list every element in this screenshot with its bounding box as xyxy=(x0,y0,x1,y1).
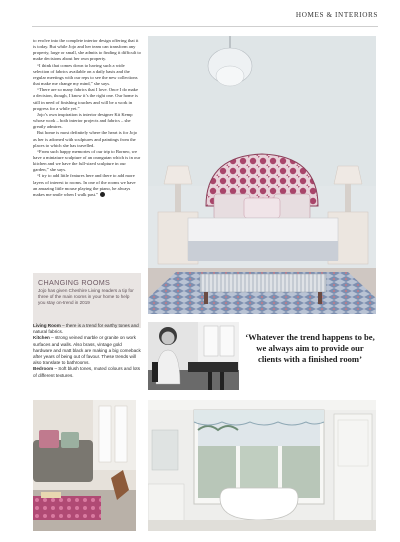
living-room-illustration xyxy=(33,400,136,531)
trend-item-bedroom xyxy=(33,366,141,378)
bedroom-photo xyxy=(148,36,376,314)
bathroom-illustration xyxy=(148,400,376,531)
trend-text: – Soft blush tones, muted colours and lots of different textures. xyxy=(33,366,140,378)
living-room-photo xyxy=(33,400,136,531)
article-paragraph: to evolve into the complete interior design offering that it is today. But while Jojo and her team can transform any property, large or small, she admits to finding it difficult to make decisions about her own property. xyxy=(33,38,141,62)
trend-text: – there is a trend for earthy tones and natural fabrics. xyxy=(33,323,139,335)
changing-rooms-title: CHANGING ROOMS xyxy=(38,278,111,287)
article-body xyxy=(33,38,141,198)
designer-portrait-photo xyxy=(148,322,239,390)
article-paragraph: But home is most definitely where the heart is for Jojo as her is adorned with sculptures and paintings from the places to which she has travelled. xyxy=(33,130,138,148)
article-paragraph: “I think that comes down to having such a wide selection of fabrics available on a daily basis and the regular meetings with our reps to see the new collections that make me change my mind,” she says. xyxy=(33,62,138,87)
end-of-article-icon xyxy=(100,192,105,197)
trend-item-kitchen xyxy=(33,335,141,366)
changing-rooms-box xyxy=(33,273,141,328)
trend-item-living-room xyxy=(33,323,141,335)
trend-room-label: Living Room xyxy=(33,323,61,328)
article-paragraph xyxy=(33,173,141,198)
article-paragraph-text: “I try to add little features here and there to add more layers of interest to rooms. In one of the rooms we have an amazing little mouse playing the piano, he always makes me smile when I walk past.” xyxy=(33,173,136,197)
trend-room-label: Kitchen xyxy=(33,335,50,341)
pull-quote: ‘Whatever the trend happens to be, we always aim to provide our clients with a finished room’ xyxy=(245,332,375,365)
header-divider xyxy=(32,26,378,27)
changing-rooms-subtitle: Jojo has given Cheshire Living readers a tip for three of the main rooms in your home to help you stay on-trend in 2019 xyxy=(38,288,134,305)
bedroom-illustration xyxy=(148,36,376,314)
article-paragraph: “From such happy memories of our trip to Borneo, we have a miniature sculpture of an orangutan which is in our kitchen and we have the full-sized sculpture in our garden,” she says. xyxy=(33,148,141,173)
article-paragraph: “There are so many fabrics that I love. Once I do make a decision, though, I know it’s the right one. Our home is still in need of finishing touches and will be a work in progress for a while yet.” xyxy=(33,87,139,111)
article-paragraph: Jojo’s own inspiration is interior designer Kit Kemp whose work – both interior projects and fabrics – she greatly admires. xyxy=(33,111,133,130)
trend-list xyxy=(33,323,141,379)
bathroom-photo xyxy=(148,400,376,531)
trend-room-label: Bedroom xyxy=(33,366,54,372)
portrait-illustration xyxy=(148,322,239,390)
section-title: HOMES & INTERIORS xyxy=(295,11,378,19)
page-header xyxy=(0,0,400,30)
trend-text: – strong veined marble or granite on work surfaces and walls. Also brass, vintage gold hardware and matt black are making a big comeback after years of being out of favour. These trends will also translate to bathrooms. xyxy=(33,335,141,366)
